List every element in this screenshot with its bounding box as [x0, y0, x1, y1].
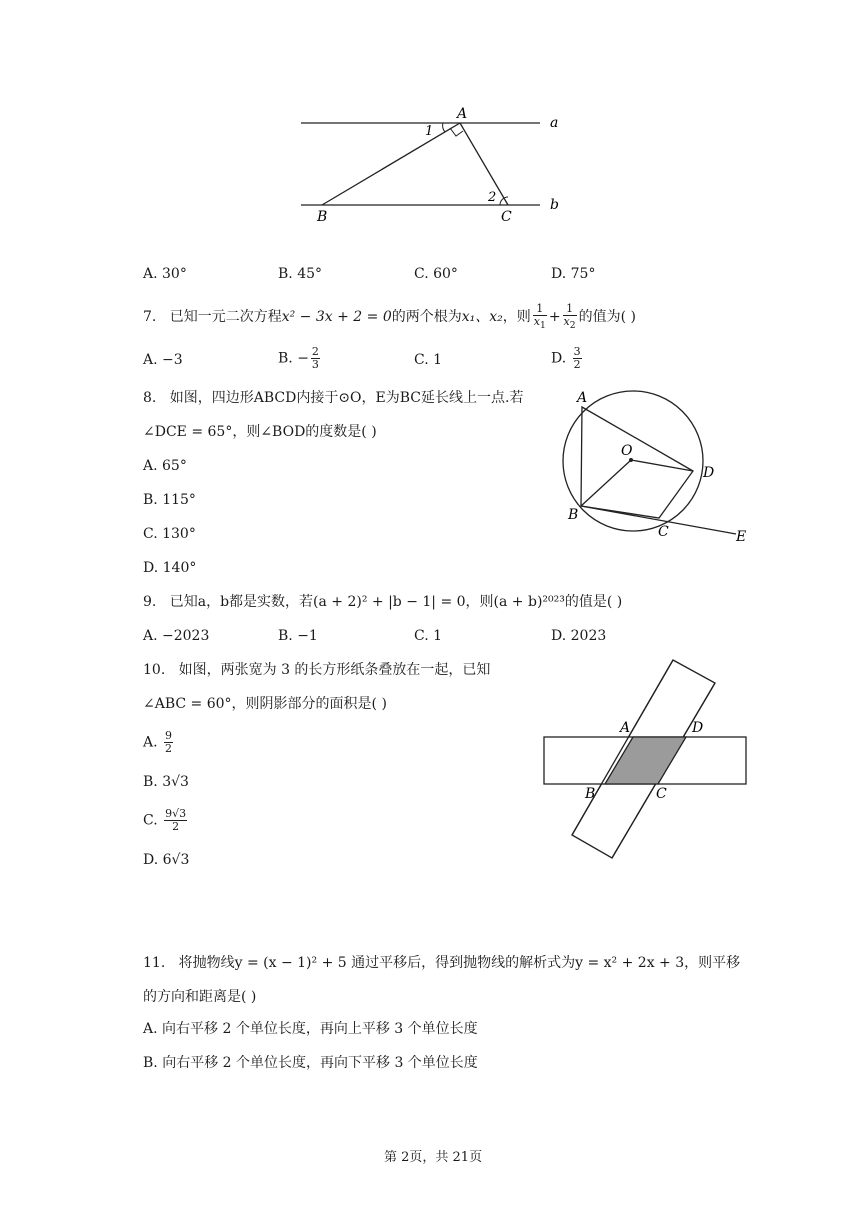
label-A: A: [457, 106, 468, 122]
label-C: C: [658, 524, 669, 540]
q7-text-b: 的两个根为: [391, 309, 462, 326]
label-A: A: [577, 390, 588, 406]
label-B: B: [568, 507, 579, 523]
q9-option-d: D. 2023: [551, 628, 607, 644]
label-b: b: [550, 197, 559, 213]
q9-option-a: A. −2023: [143, 628, 210, 644]
q10-question-line2: ∠ABC = 60°，则阴影部分的面积是( ): [143, 696, 387, 712]
q7-number: 7.: [143, 309, 157, 326]
q8-option-a: A. 65°: [143, 458, 187, 474]
q8-question-line2: ∠DCE = 65°，则∠BOD的度数是( ): [143, 424, 377, 440]
q7-text-c: ，则: [502, 309, 531, 326]
q8-option-b: B. 115°: [143, 492, 196, 508]
q7-option-d: D. $\frac{3}{2}$: [551, 345, 581, 372]
q6-option-c: C. 60°: [414, 266, 458, 282]
q11-question-line2: 的方向和距离是( ): [143, 989, 257, 1005]
q11-question-line1: 11. 将抛物线y = (x − 1)² + 5 通过平移后，得到抛物线的解析式为y = x² + 2x + 3，则平移: [143, 955, 741, 971]
label-B: B: [317, 209, 328, 225]
q7-equation: x² − 3x + 2 = 0: [281, 309, 392, 326]
figure-q6-parallel-lines: [295, 100, 575, 230]
label-D: D: [703, 465, 715, 481]
q8-option-c: C. 130°: [143, 526, 196, 542]
q8-question-line1: 8. 如图，四边形ABCD内接于⊙O，E为BC延长线上一点.若: [143, 390, 524, 406]
q7-option-b: B. − $\frac{2}{3}$: [278, 345, 319, 372]
label-D: D: [692, 720, 704, 736]
q6-option-a: A. 30°: [143, 266, 187, 282]
q7-question: 7. 已知一元二次方程x² − 3x + 2 = 0的两个根为x₁、x₂，则 $\frac{1}{x_1}$ + $\frac{1}{x_2}$ 的值为( ): [143, 302, 636, 332]
q9-option-b: B. −1: [278, 628, 318, 644]
q11-option-b: B. 向右平移 2 个单位长度，再向下平移 3 个单位长度: [143, 1055, 478, 1071]
figure-q8-circle: [555, 385, 755, 545]
q7-option-a: A. −3: [143, 352, 183, 368]
q6-option-b: B. 45°: [278, 266, 323, 282]
angle-2: 2: [488, 190, 497, 205]
q10-option-a: A. $\frac{9}{2}$: [143, 729, 173, 756]
q9-question: 9. 已知a，b都是实数，若(a + 2)² + |b − 1| = 0，则(a + b)²⁰²³的值是( ): [143, 594, 623, 610]
q10-option-b: B. 3√3: [143, 774, 189, 790]
q10-option-d: D. 6√3: [143, 852, 190, 868]
q7-option-c: C. 1: [414, 352, 443, 368]
label-a: a: [550, 115, 559, 131]
label-C: C: [501, 209, 512, 225]
q9-option-c: C. 1: [414, 628, 443, 644]
q8-option-d: D. 140°: [143, 560, 197, 576]
q11-option-a: A. 向右平移 2 个单位长度，再向上平移 3 个单位长度: [143, 1021, 478, 1037]
figure-q10-strips: [540, 655, 750, 865]
label-B: B: [585, 786, 596, 802]
label-C: C: [656, 786, 667, 802]
q7-expression: $\frac{1}{x_1}$: [533, 302, 546, 332]
label-E: E: [736, 529, 747, 545]
label-A: A: [620, 720, 631, 736]
q7-roots: x₁、x₂: [461, 309, 503, 326]
q10-option-c: C. $\frac{9√3}{2}$: [143, 807, 187, 834]
q7-text-a: 已知一元二次方程: [169, 309, 282, 326]
angle-1: 1: [425, 124, 434, 139]
q10-question-line1: 10. 如图，两张宽为 3 的长方形纸条叠放在一起，已知: [143, 662, 491, 678]
q7-text-d: 的值为( ): [578, 309, 636, 326]
q6-option-d: D. 75°: [551, 266, 596, 282]
label-O: O: [621, 443, 633, 459]
page-footer: 第 2页，共 21页: [384, 1150, 483, 1165]
